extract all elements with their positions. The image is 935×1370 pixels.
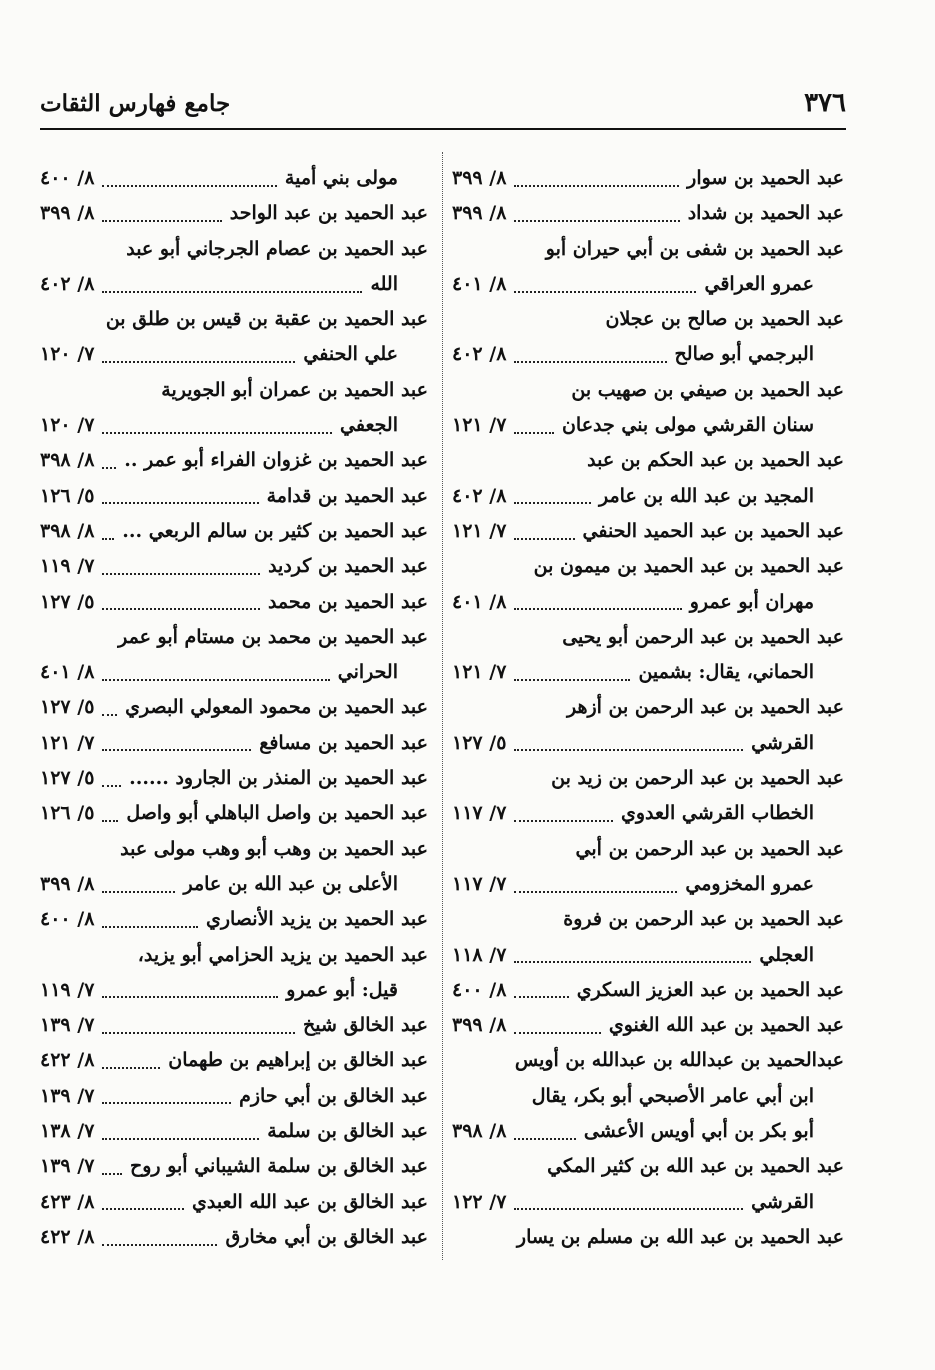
index-entry-line <box>452 620 844 655</box>
entry-name: أبو بكر بن أبي أويس الأعشى <box>583 1120 814 1143</box>
volume-page-reference: ٨/ ٤٠٠ <box>40 908 95 931</box>
entry-name: عبد الحميد بن سوار <box>687 167 844 189</box>
volume-page-reference: ٨/ ٣٩٨ <box>40 449 95 472</box>
entry-name: البرجمي أبو صالح <box>674 343 814 366</box>
index-entry-line <box>452 443 844 478</box>
entry-name: عبد الحميد بن كرديد <box>268 555 428 578</box>
running-title: جامع فهارس الثقات <box>40 90 231 117</box>
index-entry-line <box>40 549 428 584</box>
volume-page-reference: ٨/ ٤٠٢ <box>452 484 507 507</box>
index-entry-line <box>452 832 844 867</box>
index-entry-line <box>452 1114 844 1149</box>
volume-page-reference: ٥/ ١٢٧ <box>40 590 95 613</box>
dot-leader <box>102 291 362 293</box>
entry-name: عبد الحميد بن محمود المعولي البصري <box>125 696 428 719</box>
dot-leader <box>102 714 117 716</box>
entry-name: عبد الحميد بن قدامة <box>266 484 428 507</box>
dot-leader <box>102 361 295 363</box>
volume-page-reference: ٨/ ٤٠١ <box>452 590 507 613</box>
index-entry-line <box>452 690 844 725</box>
index-entry-line <box>452 726 844 761</box>
index-entry-line <box>40 1149 428 1184</box>
entry-name: ابن أبي عامر الأصبحي أبو بكر، يقال <box>531 1084 814 1107</box>
entry-name: القرشي <box>751 1190 814 1213</box>
index-entry-line <box>452 1008 844 1043</box>
right-column <box>452 161 844 1255</box>
index-entry-line <box>40 514 428 549</box>
dot-leader <box>514 891 677 893</box>
entry-name: عمرو المخزومي <box>685 872 814 895</box>
index-entry-line <box>40 161 428 196</box>
volume-page-reference: ٧/ ١٢٢ <box>452 1190 507 1213</box>
entry-name: عبد الحميد بن عبد الرحمن بن زيد بن <box>551 767 844 790</box>
dot-leader <box>102 679 329 681</box>
left-column <box>40 161 428 1255</box>
entry-name: المجيد بن عبد الله بن عامر <box>599 484 814 507</box>
entry-name: قيل: أبو عمرو <box>286 978 398 1001</box>
index-entry-line <box>452 1043 844 1078</box>
index-entry-line <box>40 867 428 902</box>
entry-name: عبد الحميد بن محمد بن مستام أبو عمر <box>118 625 428 648</box>
volume-page-reference: ٨/ ٣٩٩ <box>40 872 95 895</box>
entry-name: عبد الحميد بن عقبة بن قيس بن طلق بن <box>105 308 428 331</box>
index-entry-line <box>40 1185 428 1220</box>
index-entry-line <box>452 1185 844 1220</box>
entry-name: مولى بني أمية <box>284 167 398 189</box>
index-entry-line <box>40 443 428 478</box>
entry-name: عبد الحميد بن عبد العزيز السكري <box>576 978 844 1001</box>
entry-name: عبد الحميد بن عبد الرحمن بن فروة <box>563 908 844 931</box>
index-entry-line <box>40 408 428 443</box>
dot-leader <box>514 1138 576 1140</box>
entry-name: الخطاب القرشي العدوي <box>621 802 814 825</box>
entry-name: عبد الحميد بن عبد الله الغنوي <box>608 1014 844 1037</box>
dot-leader <box>514 432 554 434</box>
column-divider <box>442 152 443 1260</box>
entry-name: عبد الحميد بن عبد الحكم بن عبد <box>587 449 844 472</box>
index-entry-line <box>452 655 844 690</box>
volume-page-reference: ٧/ ١٣٩ <box>40 1014 95 1037</box>
entry-name: عبد الخالق شيخ <box>303 1014 428 1037</box>
dot-leader <box>514 361 666 363</box>
index-entry-line <box>452 514 844 549</box>
entry-name: عبد الحميد بن شداد <box>687 202 844 225</box>
entry-name: علي الحنفي <box>303 343 398 366</box>
dot-leader <box>102 467 116 469</box>
entry-name: عبد الحميد بن صالح بن عجلان <box>605 308 844 331</box>
volume-page-reference: ٨/ ٤٢٢ <box>40 1049 95 1072</box>
entry-name: عبد الحميد بن عبد الواحد <box>229 202 428 225</box>
entry-name: عبد الحميد بن صيفي بن صهيب بن <box>571 378 844 401</box>
volume-page-reference: ٧/ ١٣٨ <box>40 1120 95 1143</box>
dot-leader <box>102 785 121 787</box>
index-entry-line <box>452 408 844 443</box>
entry-name: العجلي <box>759 943 814 966</box>
entry-name: عبدالحميد بن عبدالله بن عبدالله بن أويس <box>514 1049 844 1072</box>
volume-page-reference: ٧/ ١٣٩ <box>40 1084 95 1107</box>
volume-page-reference: ٨/ ٤٠١ <box>452 272 507 295</box>
volume-page-reference: ٧/ ١١٨ <box>452 943 507 966</box>
index-entry-line <box>40 938 428 973</box>
index-entry-line <box>40 232 428 267</box>
volume-page-reference: ٧/ ١٣٩ <box>40 1155 95 1178</box>
volume-page-reference: ٥/ ١٢٧ <box>452 731 507 754</box>
volume-page-reference: ٨/ ٣٩٩ <box>452 167 507 189</box>
dot-leader <box>514 608 681 610</box>
dot-leader <box>514 679 630 681</box>
index-entry-line <box>40 1079 428 1114</box>
dot-leader <box>102 432 332 434</box>
index-entry-line <box>452 973 844 1008</box>
volume-page-reference: ٧/ ١٢٠ <box>40 414 95 437</box>
dot-leader <box>102 608 260 610</box>
entry-name: عبد الحميد بن وهب أبو وهب مولى عبد <box>120 837 428 860</box>
dot-leader <box>514 749 743 751</box>
entry-name: الحماني، يقال: بشمين <box>638 661 814 684</box>
entry-name: الحراني <box>337 661 398 684</box>
entry-name: عبد الحميد بن عبد الرحمن بن أبي <box>575 837 844 860</box>
index-entry-line <box>40 726 428 761</box>
page-header <box>40 88 846 124</box>
index-entry-line <box>40 1114 428 1149</box>
entry-name: عبد الخالق بن أبي حازم <box>239 1084 428 1107</box>
entry-name: عبد الحميد بن واصل الباهلي أبو واصل <box>126 802 428 825</box>
entry-name: عبد الحميد بن عصام الجرجاني أبو عبد <box>126 237 428 260</box>
index-entry-line <box>40 479 428 514</box>
index-entry-line <box>452 1149 844 1184</box>
index-entry-line <box>40 1008 428 1043</box>
entry-name: عبد الخالق بن إبراهيم بن طهمان <box>168 1049 428 1072</box>
index-entry-line <box>452 549 844 584</box>
entry-name: عبد الحميد بن شفى بن أبي حيران أبو <box>545 237 844 260</box>
index-entry-line <box>40 973 428 1008</box>
dot-leader <box>514 502 591 504</box>
volume-page-reference: ٨/ ٤٢٢ <box>40 1225 95 1248</box>
index-entry-line <box>452 902 844 937</box>
entry-name: سنان القرشي مولى بني جدعان <box>561 414 814 437</box>
index-entry-line <box>452 196 844 231</box>
entry-name: الأعلى بن عبد الله بن عامر <box>183 872 398 895</box>
dot-leader <box>514 220 679 222</box>
dot-leader <box>102 820 118 822</box>
index-entry-line <box>40 585 428 620</box>
volume-page-reference: ٧/ ١٢١ <box>452 519 507 542</box>
index-entry-line <box>40 302 428 337</box>
entry-name: مهران أبو عمرو <box>689 590 814 613</box>
entry-name: عبد الخالق بن سلمة الشيباني أبو روح <box>129 1155 428 1178</box>
page-number: ٣٧٦ <box>804 88 846 118</box>
dot-leader <box>514 538 574 540</box>
entry-name: القرشي <box>751 731 814 754</box>
index-entry-line <box>452 302 844 337</box>
volume-page-reference: ٨/ ٤٠١ <box>40 661 95 684</box>
volume-page-reference: ٧/ ١٢١ <box>452 661 507 684</box>
dot-leader <box>102 502 258 504</box>
entry-name: الله <box>370 272 398 295</box>
index-entry-line <box>452 938 844 973</box>
index-entry-line <box>40 373 428 408</box>
dot-leader <box>102 1102 231 1104</box>
volume-page-reference: ٥/ ١٢٦ <box>40 484 95 507</box>
index-entry-line <box>452 232 844 267</box>
volume-page-reference: ٧/ ١١٩ <box>40 555 95 578</box>
index-entry-line <box>452 479 844 514</box>
index-entry-line <box>452 585 844 620</box>
index-entry-line <box>452 867 844 902</box>
entry-name: عبد الحميد بن عبد الحميد بن ميمون بن <box>533 555 844 578</box>
index-entry-line <box>40 832 428 867</box>
entry-name: عبد الحميد بن غزوان الفراء أبو عمر .. <box>124 449 428 472</box>
volume-page-reference: ٥/ ١٢٦ <box>40 802 95 825</box>
volume-page-reference: ٨/ ٣٩٨ <box>452 1120 507 1143</box>
index-entry-line <box>452 337 844 372</box>
index-entry-line <box>452 1079 844 1114</box>
volume-page-reference: ٧/ ١٢١ <box>452 414 507 437</box>
volume-page-reference: ٨/ ٤٠٠ <box>40 167 95 189</box>
entry-name: عبد الحميد بن يزيد الأنصاري <box>205 908 428 931</box>
entry-name: عمرو العراقي <box>704 272 814 295</box>
index-entry-line <box>40 902 428 937</box>
index-entry-line <box>40 796 428 831</box>
dot-leader <box>102 1067 160 1069</box>
volume-page-reference: ٧/ ١١٧ <box>452 802 507 825</box>
index-entry-line <box>452 796 844 831</box>
index-entry-line <box>40 1220 428 1255</box>
dot-leader <box>514 1208 743 1210</box>
dot-leader <box>102 185 277 187</box>
index-entry-line <box>452 761 844 796</box>
entry-name: عبد الحميد بن يزيد الحزامي أبو يزيد، <box>137 943 428 966</box>
index-entry-line <box>40 196 428 231</box>
volume-page-reference: ٨/ ٤٠٢ <box>40 272 95 295</box>
entry-name: عبد الحميد بن عبد الحميد الحنفي <box>582 519 844 542</box>
index-entry-line <box>40 761 428 796</box>
dot-leader <box>514 961 751 963</box>
dot-leader <box>102 926 198 928</box>
dot-leader <box>102 573 260 575</box>
index-entry-line <box>40 337 428 372</box>
entry-name: عبد الحميد بن عبد الله بن مسلم بن يسار <box>516 1225 844 1248</box>
dot-leader <box>102 1208 184 1210</box>
volume-page-reference: ٨/ ٤٠٠ <box>452 978 507 1001</box>
volume-page-reference: ٨/ ٣٩٩ <box>452 1014 507 1037</box>
entry-name: عبد الحميد بن مسافع <box>259 731 428 754</box>
entry-name: عبد الخالق بن سلمة <box>267 1120 428 1143</box>
index-entry-line <box>40 690 428 725</box>
header-rule <box>40 128 846 130</box>
index-entry-line <box>40 620 428 655</box>
entry-name: الجعفي <box>340 414 398 437</box>
dot-leader <box>102 538 114 540</box>
index-entry-line <box>40 267 428 302</box>
dot-leader <box>514 291 696 293</box>
entry-name: عبد الخالق بن عبد الله العبدي <box>191 1190 428 1213</box>
dot-leader <box>514 996 568 998</box>
entry-name: عبد الحميد بن عبد الله بن كثير المكي <box>547 1155 844 1178</box>
index-entry-line <box>452 161 844 196</box>
dot-leader <box>514 185 679 187</box>
volume-page-reference: ٨/ ٣٩٩ <box>40 202 95 225</box>
entry-name: عبد الخالق بن أبي مخارق <box>225 1225 428 1248</box>
volume-page-reference: ٨/ ٤٢٣ <box>40 1190 95 1213</box>
volume-page-reference: ٨/ ٣٩٨ <box>40 519 95 542</box>
volume-page-reference: ٨/ ٣٩٩ <box>452 202 507 225</box>
entry-name: عبد الحميد بن المنذر بن الجارود ...... <box>129 767 428 790</box>
dot-leader <box>102 1032 295 1034</box>
dot-leader <box>102 1138 259 1140</box>
volume-page-reference: ٧/ ١١٩ <box>40 978 95 1001</box>
dot-leader <box>102 749 251 751</box>
index-entry-line <box>452 373 844 408</box>
volume-page-reference: ٨/ ٤٠٢ <box>452 343 507 366</box>
index-entry-line <box>40 655 428 690</box>
dot-leader <box>102 1244 217 1246</box>
index-entry-line <box>40 1043 428 1078</box>
dot-leader <box>102 220 221 222</box>
dot-leader <box>102 996 278 998</box>
entry-name: عبد الحميد بن عبد الرحمن أبو يحيى <box>562 625 844 648</box>
dot-leader <box>514 1032 600 1034</box>
entry-name: عبد الحميد بن عمران أبو الجويرية <box>161 378 428 401</box>
entry-name: عبد الحميد بن محمد <box>267 590 428 613</box>
volume-page-reference: ٥/ ١٢٧ <box>40 696 95 719</box>
dot-leader <box>514 820 613 822</box>
index-entry-line <box>452 267 844 302</box>
entry-name: عبد الحميد بن كثير بن سالم الربعي ... <box>122 519 428 542</box>
volume-page-reference: ٧/ ١٢٠ <box>40 343 95 366</box>
volume-page-reference: ٥/ ١٢٧ <box>40 767 95 790</box>
entry-name: عبد الحميد بن عبد الرحمن بن أزهر <box>566 696 844 719</box>
dot-leader <box>102 891 175 893</box>
index-entry-line <box>452 1220 844 1255</box>
volume-page-reference: ٧/ ١١٧ <box>452 872 507 895</box>
dot-leader <box>102 1173 122 1175</box>
volume-page-reference: ٧/ ١٢١ <box>40 731 95 754</box>
